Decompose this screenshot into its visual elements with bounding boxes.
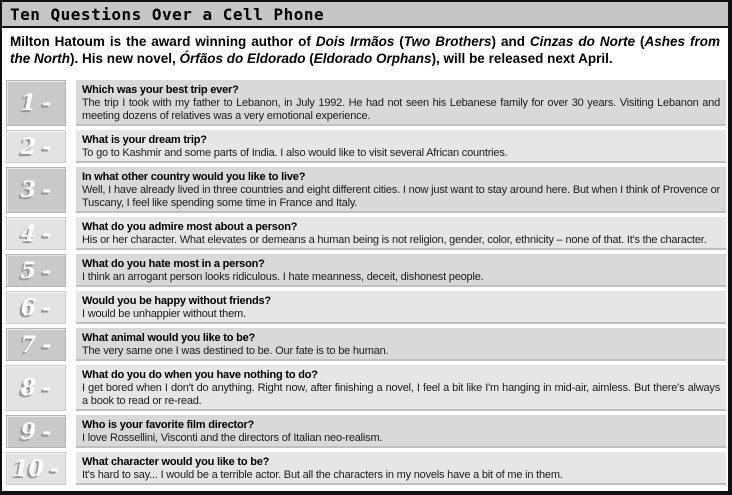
badge-dash: -: [42, 133, 52, 160]
qa-content-box: [76, 452, 726, 485]
intro-paragraph: [2, 28, 728, 80]
intro-text: (: [394, 34, 404, 49]
book-title: Dois Irmãos: [315, 34, 395, 49]
question-list: [2, 80, 728, 485]
book-title: Two Brothers: [403, 34, 492, 49]
question-number: 10: [13, 455, 44, 482]
badge-dash: -: [42, 257, 52, 284]
question-number: 7: [20, 331, 37, 358]
intro-text: (: [305, 51, 314, 66]
answer-text: I love Rossellini, Visconti and the directors of Italian neo-realism.: [82, 432, 383, 444]
question-number-badge: [6, 80, 66, 126]
question-number-badge: [6, 291, 66, 324]
qa-row: [6, 415, 726, 448]
answer-text: I get bored when I don't do anything. Right now, after finishing a novel, I feel a bit like I'm hanging in mid-air, aimless. But there's always a book to read or re-read.: [82, 382, 720, 407]
badge-dash: -: [42, 331, 52, 358]
question-text: In what other country would you like to live?: [82, 171, 306, 183]
qa-row: [6, 365, 726, 411]
question-number: 1: [20, 90, 37, 116]
question-number: 5: [20, 257, 37, 284]
badge-dash: -: [42, 418, 52, 445]
answer-text: I would be unhappier without them.: [82, 308, 246, 320]
qa-row: [6, 167, 726, 213]
answer-text: Well, I have already lived in three countries and eight different cities. I now just want to stay around here. But when I think of Provence or Tuscany, I feel like spending some time in France and Italy.: [82, 184, 720, 209]
question-number-badge: [6, 415, 66, 448]
page-title: Ten Questions Over a Cell Phone: [10, 5, 325, 24]
book-title: Ashes from the North: [10, 34, 721, 66]
intro-text: ). His new novel,: [70, 51, 180, 66]
question-number: 2: [20, 133, 37, 160]
question-number: 3: [20, 177, 37, 203]
title-bar: [2, 2, 728, 28]
question-text: What do you do when you have nothing to do?: [82, 369, 318, 381]
badge-dash: -: [42, 220, 52, 247]
question-number: 6: [20, 294, 37, 321]
qa-row: [6, 254, 726, 287]
question-text: What do you admire most about a person?: [82, 221, 298, 233]
question-number: 9: [20, 418, 37, 445]
badge-dash: -: [42, 177, 52, 203]
qa-row: [6, 130, 726, 163]
question-text: What do you hate most in a person?: [82, 258, 265, 270]
book-title: Eldorado Orphans: [313, 51, 432, 66]
answer-text: His or her character. What elevates or demeans a human being is not religion, gender, color, ethnicity – none of that. It's the character.: [82, 234, 707, 246]
answer-text: To go to Kashmir and some parts of India. I also would like to visit several African countries.: [82, 147, 508, 159]
intro-text: ) and: [491, 34, 530, 49]
qa-row: [6, 452, 726, 485]
intro-text: (: [635, 34, 645, 49]
question-number-badge: [6, 217, 66, 250]
intro-text: Milton Hatoum is the award winning author of: [10, 34, 316, 49]
badge-dash: -: [49, 455, 59, 482]
qa-content-box: [76, 80, 726, 126]
question-text: What is your dream trip?: [82, 134, 207, 146]
qa-content-box: [76, 130, 726, 163]
qa-row: [6, 328, 726, 361]
question-text: What character would you like to be?: [82, 456, 270, 468]
qa-content-box: [76, 415, 726, 448]
book-title: Órfãos do Eldorado: [179, 51, 306, 66]
badge-dash: -: [42, 90, 52, 116]
answer-text: The trip I took with my father to Lebanon, in July 1992. He had not seen his Lebanese family for over 30 years. Visiting Lebanon and meeting dozens of relatives was a very emotional experience.: [82, 97, 720, 122]
question-text: Would you be happy without friends?: [82, 295, 271, 307]
qa-content-box: [76, 217, 726, 250]
badge-dash: -: [42, 294, 52, 321]
qa-content-box: [76, 291, 726, 324]
answer-text: I think an arrogant person looks ridiculous. I hate meanness, deceit, dishonest people.: [82, 271, 484, 283]
qa-row: [6, 217, 726, 250]
question-number-badge: [6, 130, 66, 163]
qa-content-box: [76, 167, 726, 213]
qa-row: [6, 80, 726, 126]
badge-dash: -: [42, 375, 52, 401]
book-title: Cinzas do Norte: [529, 34, 636, 49]
question-number-badge: [6, 365, 66, 411]
intro-text: ), will be released next April.: [431, 51, 613, 66]
answer-text: The very same one I was destined to be. Our fate is to be human.: [82, 345, 389, 357]
answer-text: It's hard to say... I would be a terrible actor. But all the characters in my novels have a bit of me in them.: [82, 469, 563, 481]
question-number-badge: [6, 167, 66, 213]
qa-content-box: [76, 365, 726, 411]
question-text: Which was your best trip ever?: [82, 84, 239, 96]
question-number-badge: [6, 328, 66, 361]
qa-content-box: [76, 254, 726, 287]
question-number-badge: [6, 254, 66, 287]
question-number-badge: [6, 452, 66, 485]
qa-content-box: [76, 328, 726, 361]
question-number: 8: [20, 375, 37, 401]
question-text: What animal would you like to be?: [82, 332, 256, 344]
question-text: Who is your favorite film director?: [82, 419, 255, 431]
qa-row: [6, 291, 726, 324]
question-number: 4: [20, 220, 37, 247]
